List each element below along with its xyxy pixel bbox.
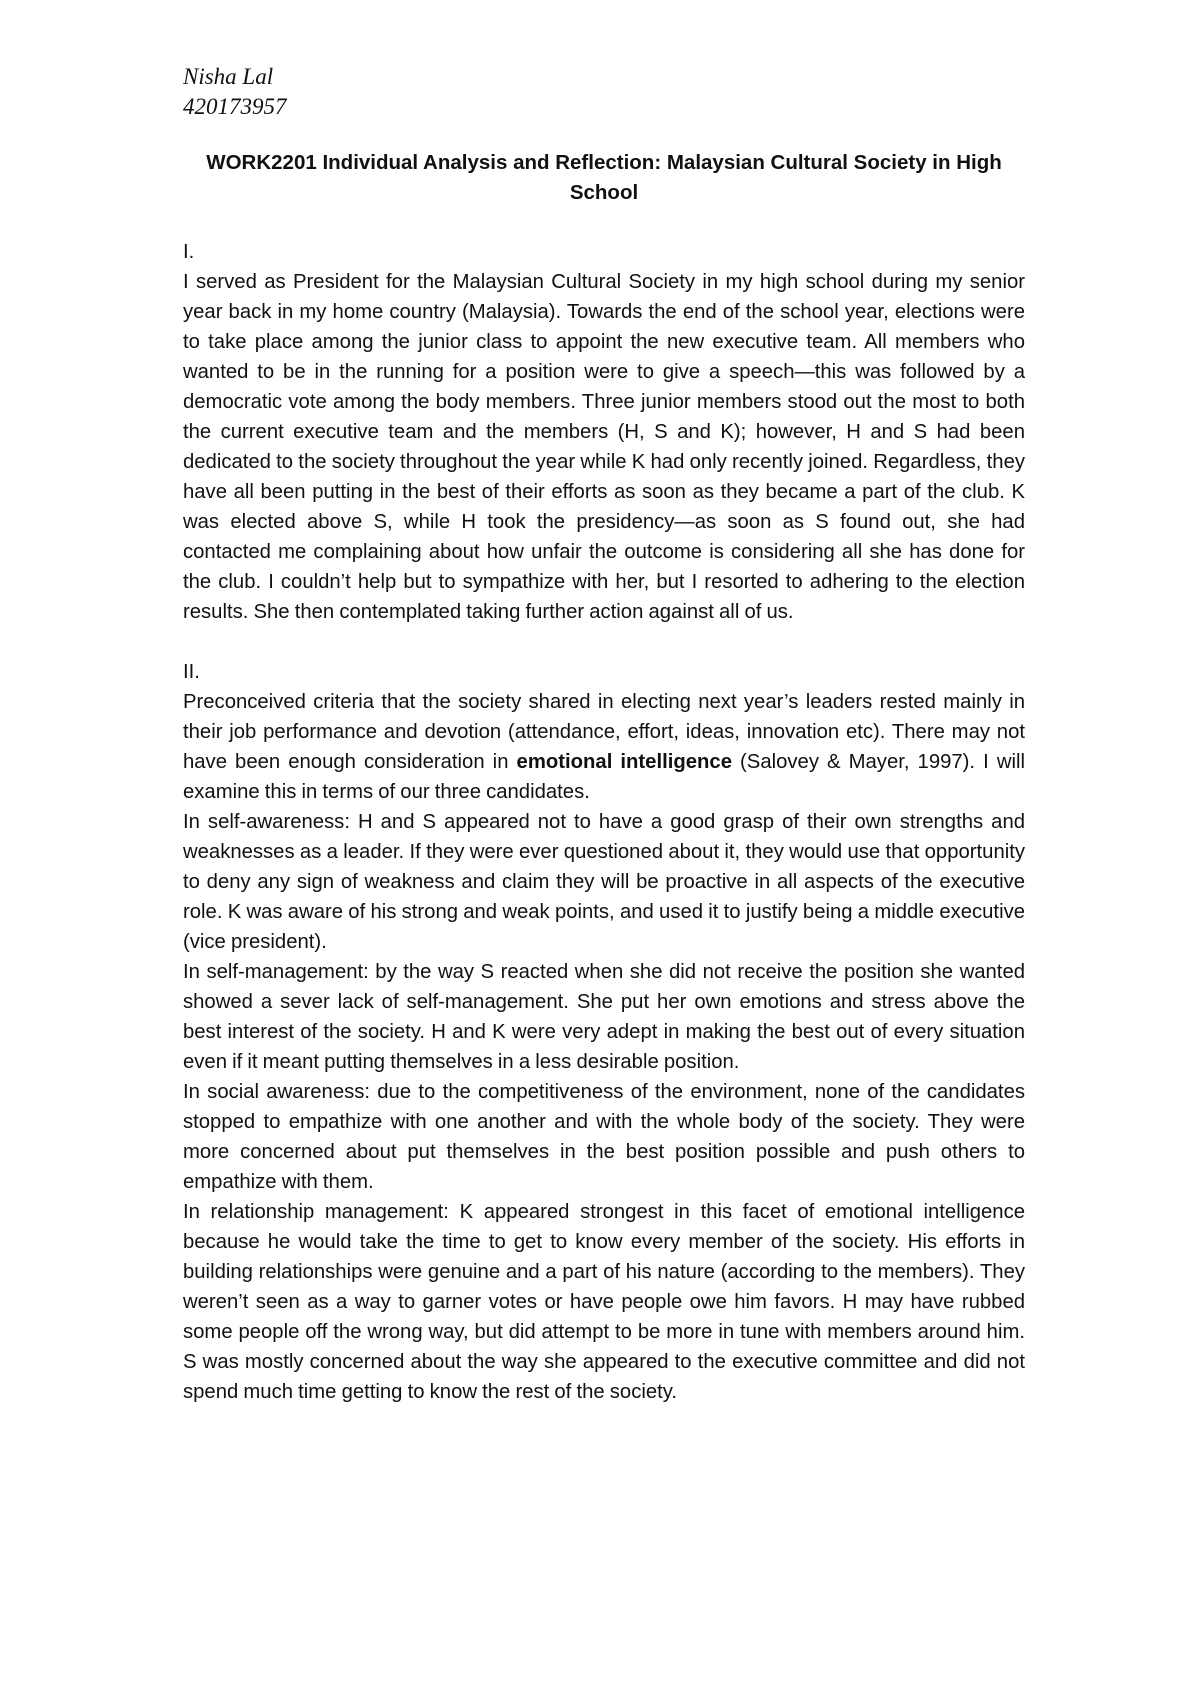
section-2-intro-text-1: Preconceived criteria that the society shared in electing next year’s leaders rested mainly in their job performance and devotion (attendance, effort, ideas, innovation etc). There may not have been enough consideration in [183,691,1025,773]
section-1-label: I. [183,241,195,263]
author-name: Nisha Lal [183,64,274,89]
self-awareness-paragraph: In self-awareness: H and S appeared not to have a good grasp of their own strengths and weaknesses as a leader. If they were ever questioned about it, they would use that opportunity to deny any sign of weakness and claim they will be proactive in all aspects of the executive role. K was aware of his strong and weak points, and used it to justify being a middle executive (vice president). [183,811,1025,953]
self-management-paragraph: In self-management: by the way S reacted when she did not receive the position she wanted showed a sever lack of self-management. She put her own emotions and stress above the best interest of the society. H and K were very adept in making the best out of every situation even if it meant putting themselves in a less desirable position. [183,961,1025,1073]
student-id: 420173957 [183,94,287,119]
relationship-management-paragraph: In relationship management: K appeared strongest in this facet of emotional intelligence because he would take the time to get to know every member of the society. His efforts in building relationships were genuine and a part of his nature (according to the members). They weren’t seen as a way to garner votes or have people owe him favors. H may have rubbed some people off the wrong way, but did attempt to be more in tune with members around him. S was mostly concerned about the way she appeared to the executive committee and did not spend much time getting to know the rest of the society. [183,1201,1025,1403]
social-awareness-paragraph: In social awareness: due to the competitiveness of the environment, none of the candidates stopped to empathize with one another and with the whole body of the society. They were more concerned about put themselves in the best position possible and push others to empathize with them. [183,1081,1025,1193]
paragraph-spacer [183,627,1025,657]
document-page [183,62,1025,1407]
section-2-intro [183,687,1025,807]
section-2-intro-text-2: (Salovey & Mayer, 1997). I will examine this in terms of our three candidates. [183,751,1025,803]
section-2-label: II. [183,661,200,683]
emotional-intelligence-term: emotional intelligence [516,751,732,773]
section-1-body: I served as President for the Malaysian Cultural Society in my high school during my senior year back in my home country (Malaysia). Towards the end of the school year, elections were to take place among the junior class to appoint the new executive team. All members who wanted to be in the running for a position were to give a speech—this was followed by a democratic vote among the body members. Three junior members stood out the most to both the current executive team and the members (H, S and K); however, H and S had been dedicated to the society throughout the year while K had only recently joined. Regardless, they have all been putting in the best of their efforts as soon as they became a part of the club. K was elected above S, while H took the presidency—as soon as S found out, she had contacted me complaining about how unfair the outcome is considering all she has done for the club. I couldn’t help but to sympathize with her, but I resorted to adhering to the election results. She then contemplated taking further action against all of us. [183,271,1025,623]
document-title: WORK2201 Individual Analysis and Reflection: Malaysian Cultural Society in High School [206,151,1002,204]
